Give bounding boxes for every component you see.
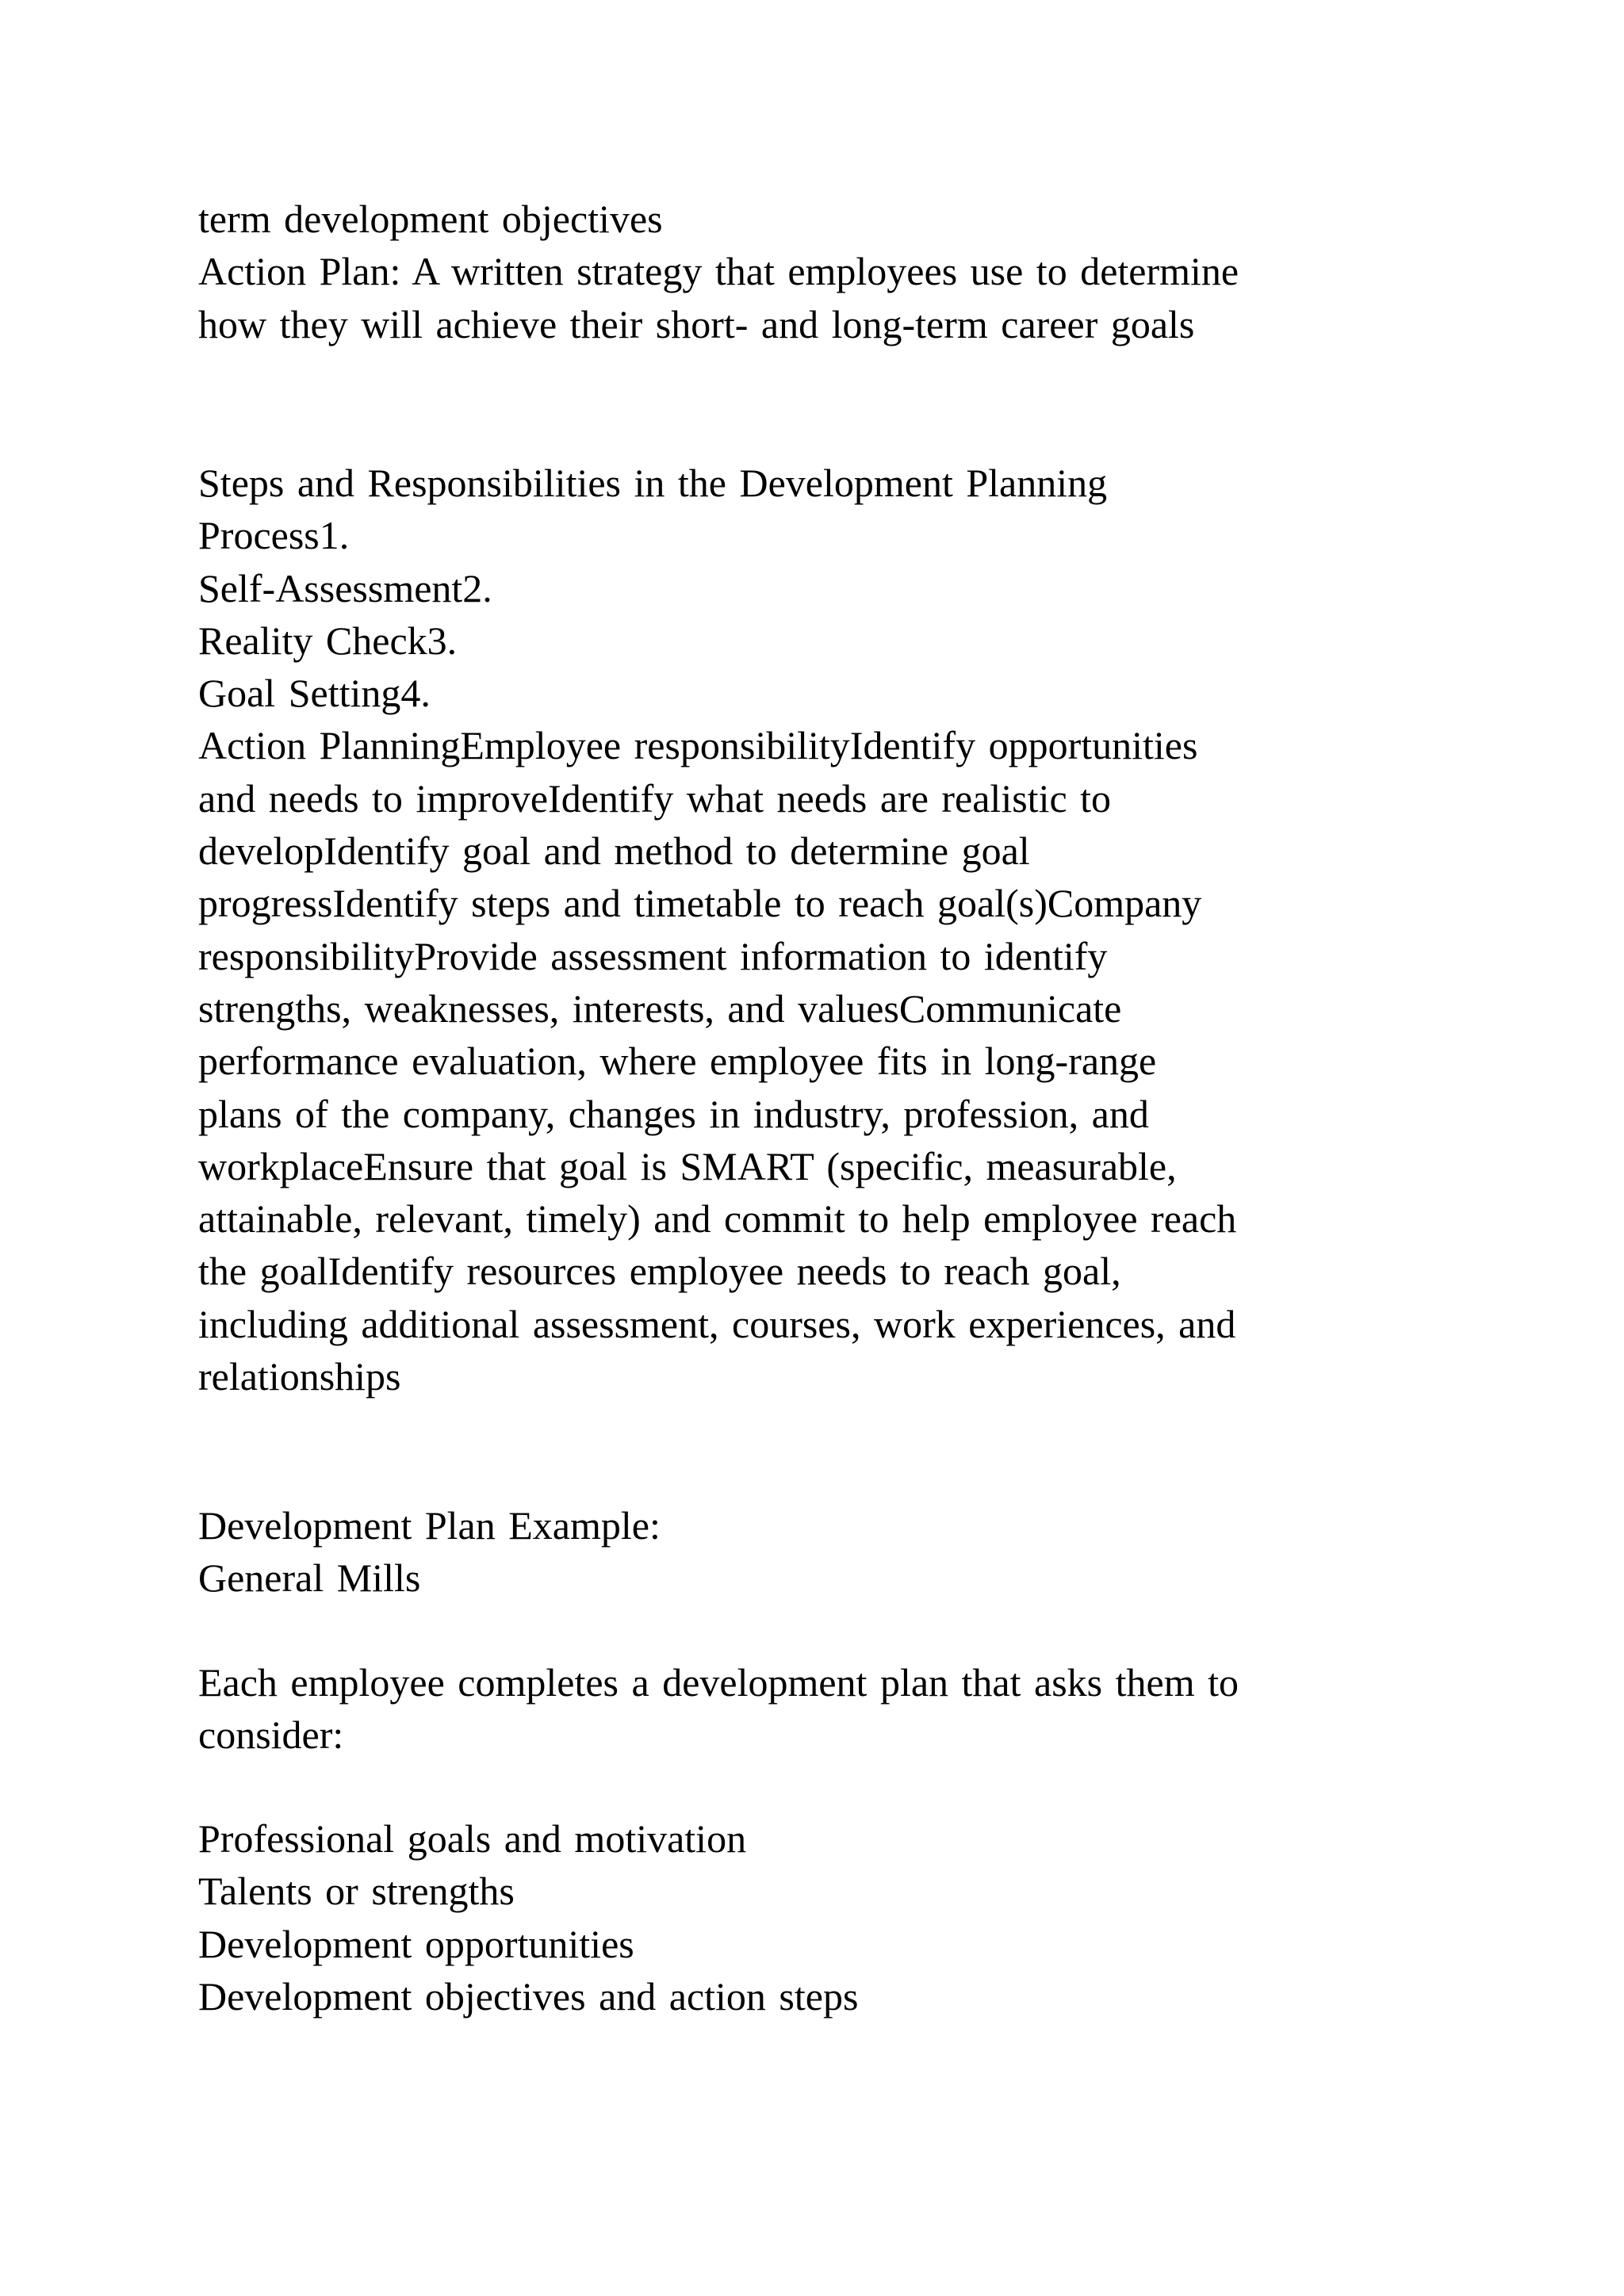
text-line: progressIdentify steps and timetable to reach goal(s)Company	[198, 881, 1202, 926]
text-line: attainable, relevant, timely) and commit to help employee reach	[198, 1196, 1237, 1242]
text-line: consider:	[198, 1712, 344, 1758]
text-line: Development Plan Example:	[198, 1503, 661, 1548]
list-item: Development objectives and action steps	[198, 1973, 859, 2019]
text-line: how they will achieve their short- and long-term career goals	[198, 301, 1195, 346]
text-line: Reality Check3.	[198, 618, 458, 663]
text-line: including additional assessment, courses, work experiences, and	[198, 1301, 1236, 1346]
text-line: Process1.	[198, 513, 350, 558]
paragraph-steps-responsibilities	[198, 457, 1515, 1402]
text-line: Goal Setting4.	[198, 671, 431, 716]
text-line: plans of the company, changes in industry, profession, and	[198, 1091, 1149, 1136]
text-line: Action PlanningEmployee responsibilityIdentify opportunities	[198, 723, 1198, 768]
text-line: term development objectives	[198, 197, 663, 241]
text-line: workplaceEnsure that goal is SMART (specific, measurable,	[198, 1143, 1177, 1188]
list-consider-items	[198, 1812, 1515, 2022]
text-line: General Mills	[198, 1556, 421, 1601]
text-line: Steps and Responsibilities in the Development Planning	[198, 461, 1108, 505]
paragraph-action-plan	[198, 193, 1515, 350]
list-item: Talents or strengths	[198, 1869, 515, 1914]
text-line: strengths, weaknesses, interests, and valuesCommunicate	[198, 985, 1122, 1031]
list-item: Development opportunities	[198, 1921, 634, 1966]
text-line: and needs to improveIdentify what needs are realistic to	[198, 775, 1112, 821]
text-line: responsibilityProvide assessment information to identify	[198, 933, 1108, 978]
text-line: performance evaluation, where employee fits in long-range	[198, 1039, 1157, 1084]
text-line: relationships	[198, 1354, 401, 1399]
paragraph-each-employee	[198, 1656, 1515, 1762]
paragraph-plan-example	[198, 1499, 1515, 1605]
text-line: the goalIdentify resources employee needs to reach goal,	[198, 1249, 1121, 1294]
text-line: Action Plan: A written strategy that employees use to determine	[198, 249, 1239, 294]
list-item: Professional goals and motivation	[198, 1816, 747, 1861]
text-line: Self-Assessment2.	[198, 565, 492, 610]
text-line: Each employee completes a development plan that asks them to	[198, 1660, 1239, 1705]
text-line: developIdentify goal and method to determine goal	[198, 828, 1030, 874]
